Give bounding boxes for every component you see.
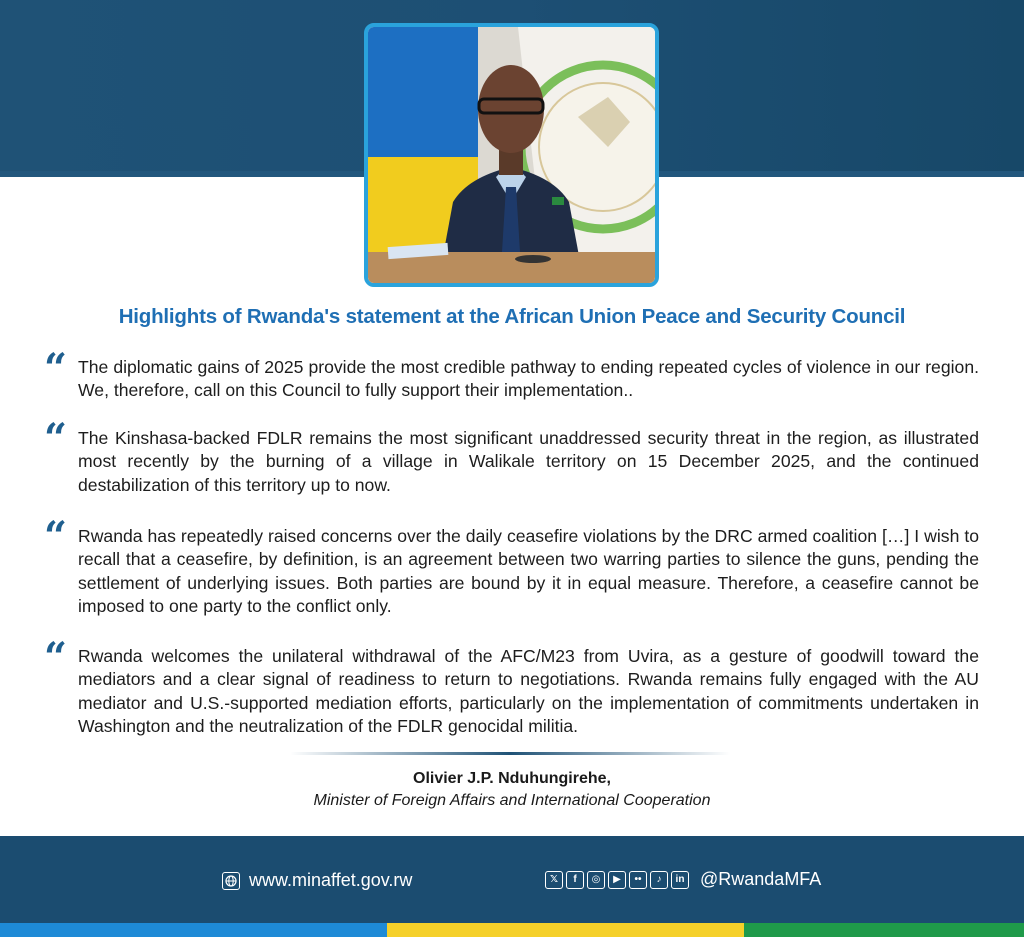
flickr-icon[interactable]: •• — [629, 871, 647, 889]
globe-icon — [222, 872, 240, 890]
youtube-icon[interactable]: ▶ — [608, 871, 626, 889]
footer — [0, 836, 1024, 923]
signatory-name: Olivier J.P. Nduhungirehe, — [413, 770, 611, 787]
quote-2: The Kinshasa-backed FDLR remains the most significant unaddressed security threat in the region, as illustrated most recently by the burning of a village in Walikale territory on 15 December 2025, and the continued destabilization of this territory up to now. — [78, 428, 979, 495]
quote-mark-icon: “ — [44, 513, 68, 560]
website-url: www.minaffet.gov.rw — [249, 870, 413, 890]
social-handle[interactable]: @RwandaMFA — [700, 869, 822, 889]
minister-portrait-photo — [364, 23, 659, 287]
flag-color-bar — [0, 923, 1024, 937]
signature-divider — [290, 752, 730, 755]
flag-green-stripe — [744, 923, 1024, 937]
linkedin-icon[interactable]: in — [671, 871, 689, 889]
quote-3: Rwanda has repeatedly raised concerns over the daily ceasefire violations by the DRC armed coalition […] I wish to recall that a ceasefire, by definition, is an agreement between two warring parties to silence the guns, pending the settlement of underlying issues. Both parties are bound by it in equal measure. Therefore, a ceasefire cannot be imposed to one party to the conflict only. — [78, 526, 979, 616]
quote-mark-icon: “ — [44, 415, 68, 462]
facebook-icon[interactable]: f — [566, 871, 584, 889]
tiktok-icon[interactable]: ♪ — [650, 871, 668, 889]
signatory-title: Minister of Foreign Affairs and International Cooperation — [313, 792, 711, 809]
flag-blue-stripe — [0, 923, 387, 937]
headline: Highlights of Rwanda's statement at the African Union Peace and Security Council — [118, 305, 906, 328]
website-link[interactable] — [222, 870, 412, 891]
quote-1: The diplomatic gains of 2025 provide the most credible pathway to ending repeated cycles of violence in our region. We, therefore, call on this Council to fully support their implementation.. — [78, 357, 979, 401]
x-icon[interactable]: 𝕏 — [545, 871, 563, 889]
quote-mark-icon: “ — [44, 345, 68, 392]
quote-mark-icon: “ — [44, 634, 68, 681]
flag-yellow-stripe — [387, 923, 744, 937]
instagram-icon[interactable]: ◎ — [587, 871, 605, 889]
social-links — [545, 869, 821, 890]
quote-4: Rwanda welcomes the unilateral withdrawal of the AFC/M23 from Uvira, as a gesture of goodwill toward the mediators and a clear signal of readiness to return to negotiations. Rwanda remains fully engaged with the AU mediator and U.S.-supported mediation efforts, particularly on the implementation of commitments undertaken in Washington and the neutralization of the FDLR genocidal militia. — [78, 646, 979, 736]
